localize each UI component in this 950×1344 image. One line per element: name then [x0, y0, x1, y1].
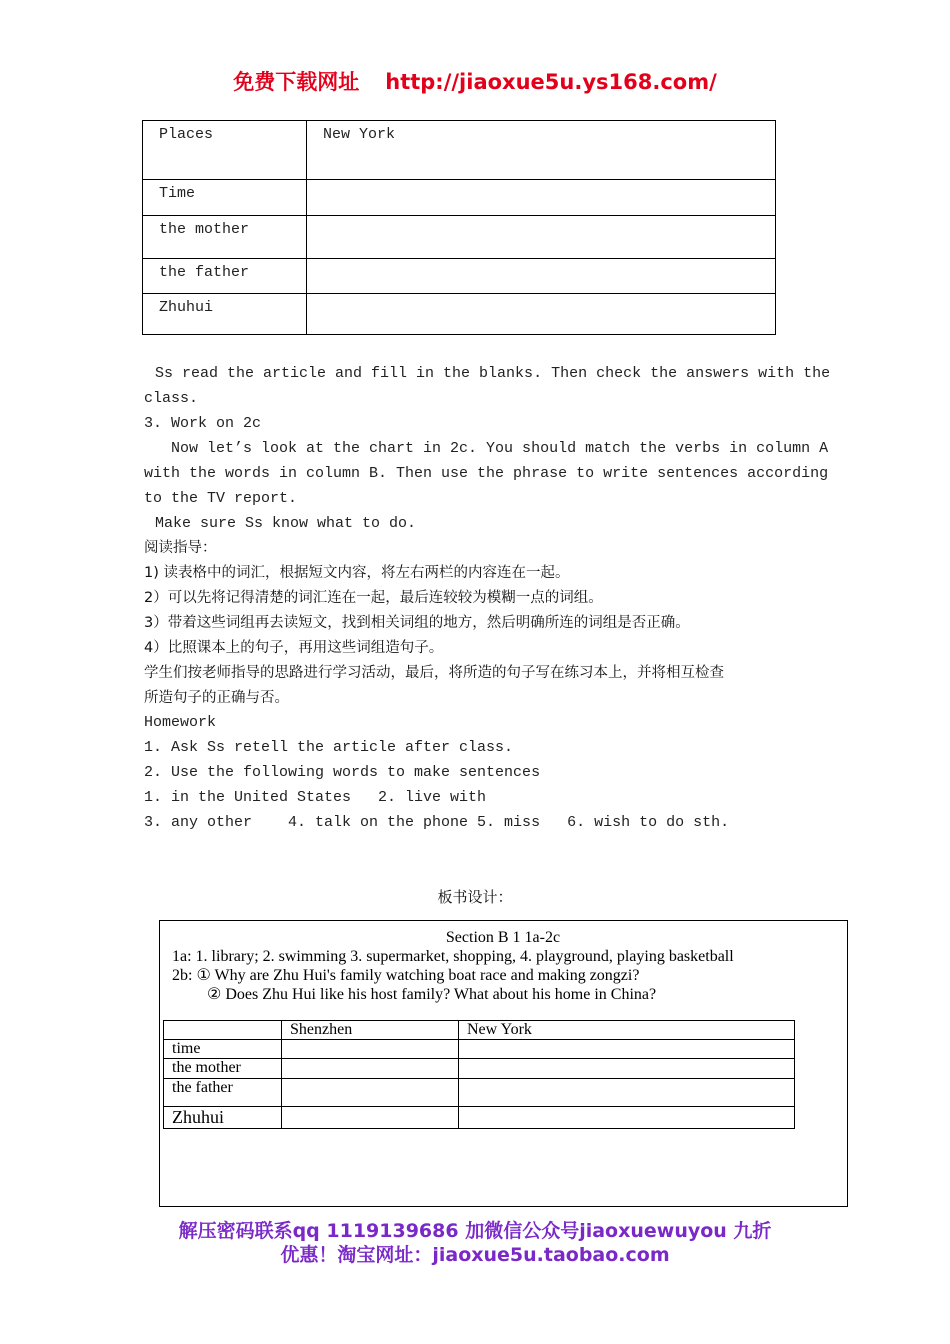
- homework-item: 3. any other 4. talk on the phone 5. miss 6. wish to do sth.: [144, 814, 730, 831]
- row-label: the father: [164, 1079, 282, 1107]
- table-row: [164, 1040, 795, 1059]
- row-label: the father: [143, 259, 307, 294]
- reading-guide-item: 3）带着这些词组再去读短文，找到相关词组的地方，然后明确所连的词组是否正确。: [144, 615, 690, 631]
- row-label: the mother: [143, 216, 307, 259]
- row-value: [307, 294, 776, 335]
- table-cell: [459, 1040, 795, 1059]
- footer-line-2: 优惠！淘宝网址：jiaoxue5u.taobao.com: [280, 1244, 670, 1266]
- table-row: [164, 1021, 795, 1040]
- download-banner: [0, 66, 950, 96]
- row-value: [307, 180, 776, 216]
- table-row: [143, 216, 776, 259]
- table-cell: [282, 1040, 459, 1059]
- table-row: [143, 180, 776, 216]
- table-cell: [459, 1107, 795, 1129]
- instruction-line: class.: [144, 390, 199, 407]
- row-label: Zhuhui: [164, 1107, 282, 1129]
- row-value: [307, 216, 776, 259]
- header-cell: New York: [459, 1021, 795, 1040]
- table-cell: [282, 1079, 459, 1107]
- homework-item: 2. Use the following words to make sentences: [144, 764, 541, 781]
- instruction-line: Make sure Ss know what to do.: [146, 515, 417, 532]
- homework-item: 1. Ask Ss retell the article after class.: [144, 739, 514, 756]
- header-cell: Shenzhen: [282, 1021, 459, 1040]
- board-line-2b-1: 2b: ① Why are Zhu Hui's family watching boat race and making zongzi?: [172, 967, 640, 984]
- board-design-box: [159, 920, 848, 1207]
- table-row: [143, 259, 776, 294]
- reading-guide-item: 1) 读表格中的词汇，根据短文内容，将左右两栏的内容连在一起。: [144, 565, 570, 581]
- row-label: the mother: [164, 1059, 282, 1079]
- step-heading: 3. Work on 2c: [144, 415, 262, 432]
- places-chart-table: [142, 120, 776, 335]
- footer-line-1: 解压密码联系qq 1119139686 加微信公众号jiaoxuewuyou 九折: [178, 1220, 772, 1242]
- row-label: Time: [143, 180, 307, 216]
- board-design-title: 板书设计：: [437, 888, 513, 906]
- table-row: [164, 1107, 795, 1129]
- reading-guide-title: 阅读指导：: [144, 540, 217, 556]
- homework-item: 1. in the United States 2. live with: [144, 789, 487, 806]
- table-row: [143, 294, 776, 335]
- row-label: Places: [143, 121, 307, 180]
- header-cell: [164, 1021, 282, 1040]
- section-title: Section B 1 1a-2c: [445, 929, 561, 946]
- table-cell: [459, 1079, 795, 1107]
- row-value: [307, 259, 776, 294]
- row-label: Zhuhui: [143, 294, 307, 335]
- download-url-link[interactable]: http://jiaoxue5u.ys168.com/: [385, 70, 717, 94]
- table-cell: [282, 1107, 459, 1129]
- reading-guide-item: 2）可以先将记得清楚的词汇连在一起，最后连较较为模糊一点的词组。: [144, 590, 603, 606]
- row-value: New York: [307, 121, 776, 180]
- table-cell: [459, 1059, 795, 1079]
- table-row: [164, 1079, 795, 1107]
- comparison-table: [163, 1020, 795, 1129]
- contact-footer: [0, 1219, 950, 1267]
- download-label: 免费下载网址: [233, 70, 360, 94]
- instruction-line: Now let’s look at the chart in 2c. You should match the verbs in column A: [144, 440, 829, 457]
- row-label: time: [164, 1040, 282, 1059]
- board-line-1a: 1a: 1. library; 2. swimming 3. supermarket, shopping, 4. playground, playing basketball: [172, 948, 734, 965]
- homework-heading: Homework: [144, 714, 217, 731]
- table-row: [164, 1059, 795, 1079]
- table-row: [143, 121, 776, 180]
- instruction-line: Ss read the article and fill in the blanks. Then check the answers with the: [146, 365, 831, 382]
- board-line-2b-2: ② Does Zhu Hui like his host family? What about his home in China?: [207, 986, 657, 1003]
- table-cell: [282, 1059, 459, 1079]
- instruction-line: to the TV report.: [144, 490, 298, 507]
- reading-guide-item: 4）比照课本上的句子，再用这些词组造句子。: [144, 640, 444, 656]
- instruction-line: with the words in column B. Then use the phrase to write sentences according: [144, 465, 829, 482]
- reading-guide-note: 所造句子的正确与否。: [144, 690, 289, 706]
- reading-guide-note: 学生们按老师指导的思路进行学习活动，最后，将所造的句子写在练习本上，并将相互检查: [144, 665, 724, 681]
